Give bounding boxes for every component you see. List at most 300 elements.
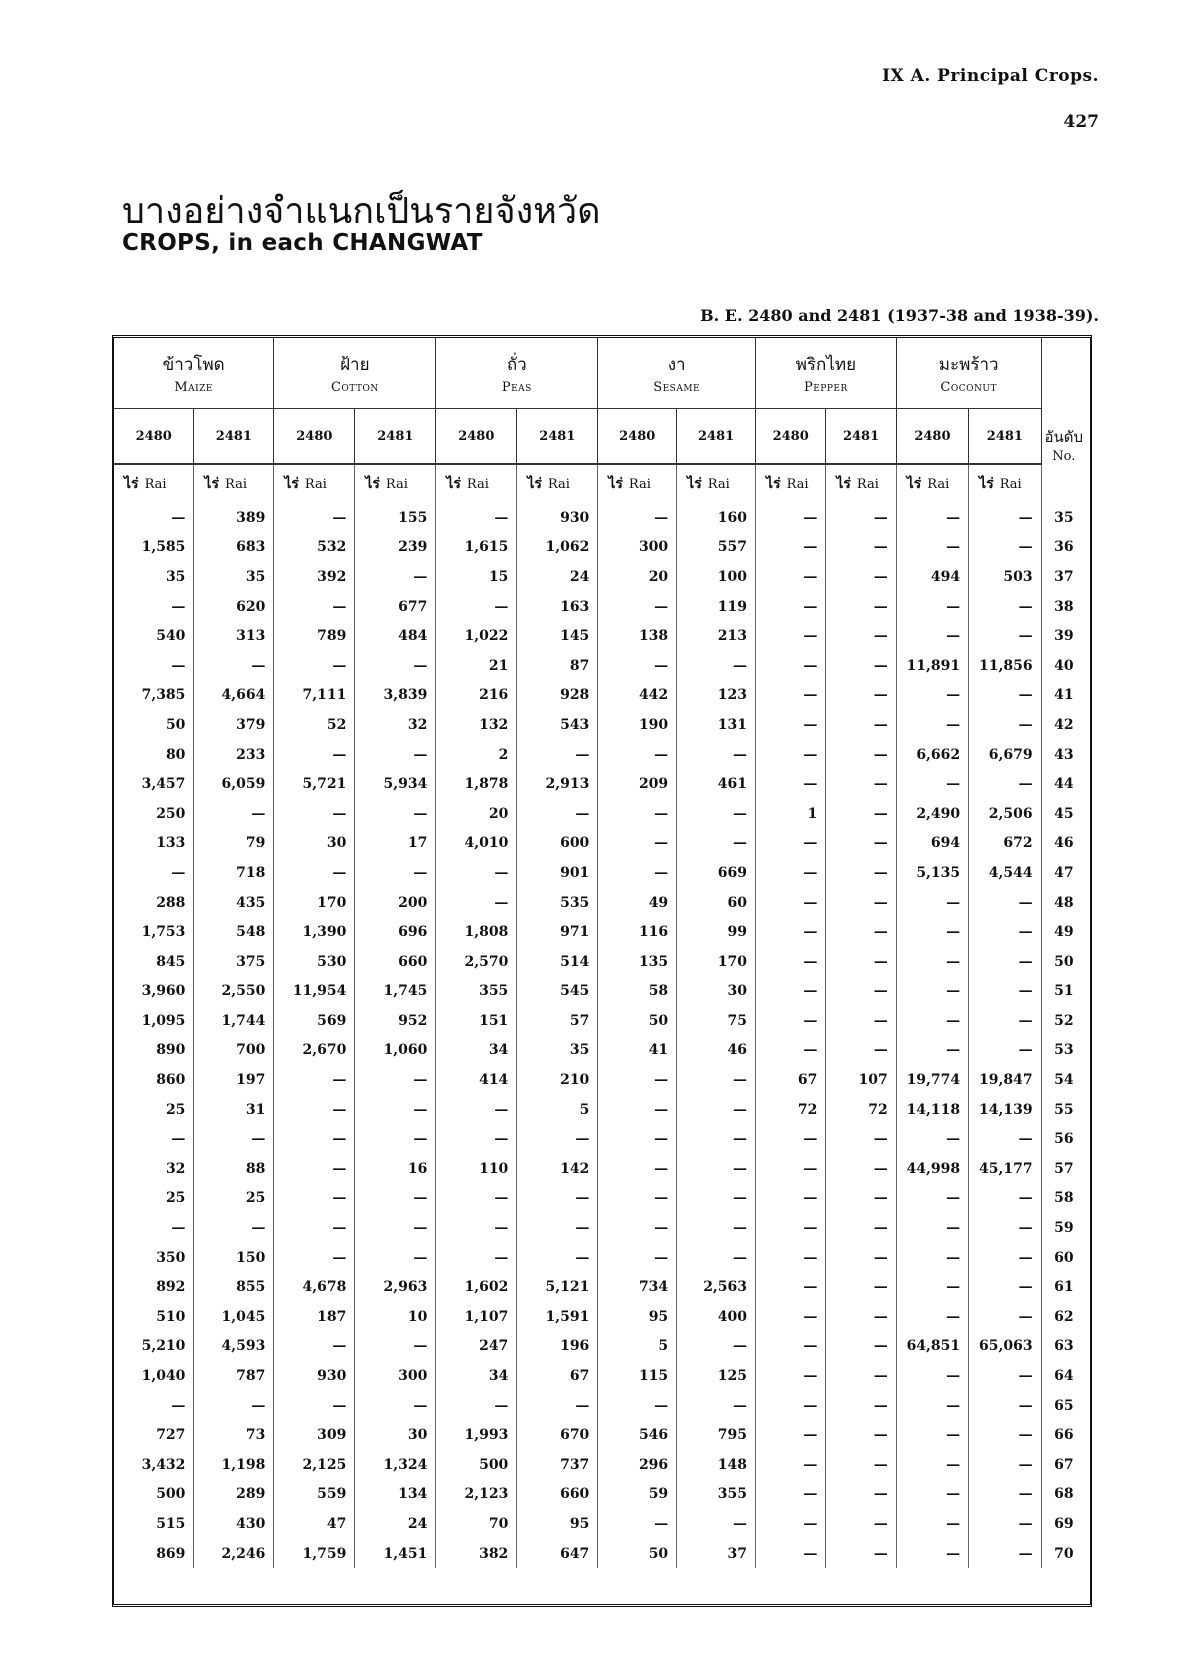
table-cell: 1,390: [274, 917, 355, 947]
table-cell: —: [598, 1095, 677, 1125]
table-cell: —: [826, 799, 896, 829]
table-cell: 70: [436, 1509, 517, 1539]
table-cell: —: [677, 1509, 756, 1539]
table-cell: —: [969, 710, 1041, 740]
unit-thai: ไร่: [446, 476, 461, 492]
row-number: 37: [1041, 562, 1086, 592]
table-cell: 670: [517, 1420, 598, 1450]
row-number: 55: [1041, 1095, 1086, 1125]
table-row: [114, 977, 1086, 1007]
table-cell: —: [826, 947, 896, 977]
table-cell: 309: [274, 1420, 355, 1450]
table-cell: —: [355, 1213, 436, 1243]
table-cell: —: [598, 740, 677, 770]
table-cell: 548: [194, 917, 274, 947]
unit-label: [114, 464, 194, 503]
table-cell: 1,107: [436, 1302, 517, 1332]
table-cell: —: [194, 1391, 274, 1421]
table-cell: —: [114, 1213, 194, 1243]
table-cell: —: [896, 710, 968, 740]
row-number: 40: [1041, 651, 1086, 681]
table-cell: —: [355, 1095, 436, 1125]
table-cell: 216: [436, 681, 517, 711]
row-number: 51: [1041, 977, 1086, 1007]
table-cell: —: [969, 1006, 1041, 1036]
table-cell: 30: [677, 977, 756, 1007]
table-row: [114, 1361, 1086, 1391]
table-cell: —: [436, 503, 517, 533]
table-cell: 543: [517, 710, 598, 740]
table-cell: 50: [114, 710, 194, 740]
table-cell: 787: [194, 1361, 274, 1391]
table-cell: 1,753: [114, 917, 194, 947]
table-cell: 170: [677, 947, 756, 977]
table-cell: 2,913: [517, 769, 598, 799]
table-cell: —: [756, 1036, 826, 1066]
unit-en: Rai: [786, 477, 809, 492]
table-cell: 132: [436, 710, 517, 740]
table-cell: —: [355, 1124, 436, 1154]
table-cell: 5: [598, 1332, 677, 1362]
table-cell: 119: [677, 592, 756, 622]
row-number: 41: [1041, 681, 1086, 711]
table-cell: —: [969, 947, 1041, 977]
table-cell: 535: [517, 888, 598, 918]
table-cell: —: [517, 1213, 598, 1243]
table-cell: 20: [436, 799, 517, 829]
row-number: 63: [1041, 1332, 1086, 1362]
crop-name-thai: ถั่ว: [506, 355, 527, 375]
table-cell: —: [114, 1124, 194, 1154]
table-cell: —: [677, 1065, 756, 1095]
table-cell: —: [598, 1243, 677, 1273]
table-cell: 25: [114, 1095, 194, 1125]
table-cell: 52: [274, 710, 355, 740]
table-cell: 95: [598, 1302, 677, 1332]
table-cell: —: [826, 562, 896, 592]
table-cell: 1,324: [355, 1450, 436, 1480]
unit-thai: ไร่: [906, 476, 922, 492]
page-title: CROPS, in each CHANGWAT: [122, 230, 483, 256]
table-cell: —: [114, 503, 194, 533]
table-cell: 170: [274, 888, 355, 918]
table-cell: 20: [598, 562, 677, 592]
table-cell: —: [969, 1272, 1041, 1302]
table-cell: —: [826, 592, 896, 622]
table-cell: 892: [114, 1272, 194, 1302]
table-cell: —: [896, 1036, 968, 1066]
unit-label: [677, 464, 756, 503]
table-cell: —: [969, 1420, 1041, 1450]
crop-name: Peas: [501, 380, 532, 395]
row-number: 45: [1041, 799, 1086, 829]
table-cell: 901: [517, 858, 598, 888]
table-cell: —: [969, 1243, 1041, 1273]
table-row: [114, 1302, 1086, 1332]
table-cell: —: [826, 1302, 896, 1332]
table-cell: 727: [114, 1420, 194, 1450]
table-cell: —: [969, 1391, 1041, 1421]
table-cell: —: [598, 1391, 677, 1421]
table-cell: 313: [194, 621, 274, 651]
table-cell: 14,118: [896, 1095, 968, 1125]
table-cell: —: [677, 1332, 756, 1362]
table-cell: 37: [677, 1539, 756, 1569]
table-cell: 34: [436, 1036, 517, 1066]
row-number: 59: [1041, 1213, 1086, 1243]
table-cell: 24: [355, 1509, 436, 1539]
table-cell: —: [517, 1124, 598, 1154]
table-cell: 6,059: [194, 769, 274, 799]
table-cell: 116: [598, 917, 677, 947]
table-cell: 187: [274, 1302, 355, 1332]
table-cell: 1,062: [517, 533, 598, 563]
row-number: 44: [1041, 769, 1086, 799]
table-cell: —: [677, 1243, 756, 1273]
table-cell: —: [677, 1391, 756, 1421]
table-cell: —: [598, 1184, 677, 1214]
table-cell: —: [517, 799, 598, 829]
table-cell: —: [436, 1095, 517, 1125]
row-number: 38: [1041, 592, 1086, 622]
table-cell: 123: [677, 681, 756, 711]
table-cell: —: [896, 1213, 968, 1243]
table-row: [114, 1480, 1086, 1510]
table-cell: —: [756, 769, 826, 799]
crop-header-maize: [114, 338, 274, 409]
table-cell: 45,177: [969, 1154, 1041, 1184]
table-cell: —: [598, 829, 677, 859]
table-cell: —: [826, 1539, 896, 1569]
table-cell: 209: [598, 769, 677, 799]
table-cell: 930: [517, 503, 598, 533]
data-rows: [114, 503, 1086, 1568]
table-row: [114, 651, 1086, 681]
page-number: 427: [1063, 112, 1099, 132]
table-cell: 213: [677, 621, 756, 651]
table-cell: 5,210: [114, 1332, 194, 1362]
table-cell: —: [969, 1361, 1041, 1391]
table-cell: 545: [517, 977, 598, 1007]
table-cell: —: [896, 1509, 968, 1539]
table-row: [114, 592, 1086, 622]
table-cell: 845: [114, 947, 194, 977]
unit-label: [436, 464, 517, 503]
table-cell: —: [826, 888, 896, 918]
table-cell: 11,856: [969, 651, 1041, 681]
table-cell: 389: [194, 503, 274, 533]
table-cell: 569: [274, 1006, 355, 1036]
table-cell: 1,585: [114, 533, 194, 563]
unit-label: [598, 464, 677, 503]
table-cell: —: [896, 1420, 968, 1450]
table-cell: 87: [517, 651, 598, 681]
table-cell: 5,934: [355, 769, 436, 799]
table-cell: 3,432: [114, 1450, 194, 1480]
table-cell: 647: [517, 1539, 598, 1569]
table-cell: —: [274, 1095, 355, 1125]
table-cell: —: [826, 710, 896, 740]
table-cell: 160: [677, 503, 756, 533]
table-row: [114, 829, 1086, 859]
table-cell: —: [436, 1124, 517, 1154]
table-cell: 300: [598, 533, 677, 563]
table-cell: —: [436, 1391, 517, 1421]
unit-label: [969, 464, 1041, 503]
table-cell: 79: [194, 829, 274, 859]
crop-name: Sesame: [653, 380, 701, 395]
table-cell: 2,123: [436, 1480, 517, 1510]
table-cell: —: [274, 1213, 355, 1243]
table-cell: 200: [355, 888, 436, 918]
table-cell: 35: [194, 562, 274, 592]
table-cell: 1,759: [274, 1539, 355, 1569]
table-cell: 1,095: [114, 1006, 194, 1036]
table-cell: 860: [114, 1065, 194, 1095]
table-cell: —: [756, 1006, 826, 1036]
crop-header-sesame: [598, 338, 756, 409]
table-cell: —: [826, 769, 896, 799]
table-cell: —: [274, 503, 355, 533]
table-cell: —: [896, 1450, 968, 1480]
table-cell: —: [355, 1243, 436, 1273]
table-row: [114, 1006, 1086, 1036]
row-number: 52: [1041, 1006, 1086, 1036]
table-cell: —: [969, 1036, 1041, 1066]
table-cell: —: [896, 1302, 968, 1332]
table-cell: —: [114, 1391, 194, 1421]
table-cell: —: [756, 1184, 826, 1214]
table-cell: —: [896, 917, 968, 947]
row-number: 49: [1041, 917, 1086, 947]
table-cell: 47: [274, 1509, 355, 1539]
table-row: [114, 799, 1086, 829]
table-cell: 2,246: [194, 1539, 274, 1569]
crop-name-thai: พริกไทย: [795, 355, 857, 375]
table-cell: 115: [598, 1361, 677, 1391]
table-cell: —: [598, 1213, 677, 1243]
table-cell: 546: [598, 1420, 677, 1450]
table-cell: 30: [274, 829, 355, 859]
table-cell: —: [896, 1391, 968, 1421]
table-cell: —: [756, 1213, 826, 1243]
table-cell: 855: [194, 1272, 274, 1302]
table-cell: —: [969, 503, 1041, 533]
table-cell: 510: [114, 1302, 194, 1332]
table-cell: 540: [114, 621, 194, 651]
table-cell: —: [826, 1450, 896, 1480]
table-cell: —: [274, 1154, 355, 1184]
table-cell: 145: [517, 621, 598, 651]
table-cell: 5,135: [896, 858, 968, 888]
unit-thai: ไร่: [204, 476, 219, 492]
table-cell: 1,808: [436, 917, 517, 947]
table-cell: —: [896, 503, 968, 533]
table-cell: 44,998: [896, 1154, 968, 1184]
table-row: [114, 503, 1086, 533]
unit-thai: ไร่: [836, 476, 851, 492]
crop-header-pepper: [756, 338, 897, 409]
table-cell: 1,744: [194, 1006, 274, 1036]
table-cell: —: [194, 651, 274, 681]
table-cell: —: [756, 1361, 826, 1391]
table-cell: 64,851: [896, 1332, 968, 1362]
table-cell: —: [896, 592, 968, 622]
table-cell: —: [355, 740, 436, 770]
no-header-thai: อันดับ: [1044, 428, 1084, 446]
table-cell: 131: [677, 710, 756, 740]
table-cell: —: [436, 1243, 517, 1273]
table-cell: 73: [194, 1420, 274, 1450]
table-cell: 247: [436, 1332, 517, 1362]
table-cell: —: [517, 1391, 598, 1421]
table-cell: 2,963: [355, 1272, 436, 1302]
table-cell: 435: [194, 888, 274, 918]
table-cell: 197: [194, 1065, 274, 1095]
table-cell: —: [677, 1184, 756, 1214]
unit-en: Rai: [547, 477, 570, 492]
table-cell: —: [355, 1391, 436, 1421]
table-cell: 100: [677, 562, 756, 592]
row-number: 67: [1041, 1450, 1086, 1480]
table-cell: —: [896, 1272, 968, 1302]
row-number: 36: [1041, 533, 1086, 563]
table-cell: —: [274, 592, 355, 622]
unit-en: Rai: [466, 477, 489, 492]
table-cell: —: [826, 917, 896, 947]
table-cell: —: [896, 1539, 968, 1569]
unit-en: Rai: [144, 477, 167, 492]
table-cell: 557: [677, 533, 756, 563]
crop-name: Coconut: [940, 380, 997, 395]
row-number: 43: [1041, 740, 1086, 770]
table-cell: —: [826, 1480, 896, 1510]
table-row: [114, 1124, 1086, 1154]
crop-name-thai: ข้าวโพด: [162, 355, 225, 375]
table-row: [114, 1509, 1086, 1539]
table-cell: —: [826, 1509, 896, 1539]
table-cell: 660: [517, 1480, 598, 1510]
table-cell: —: [677, 829, 756, 859]
table-cell: —: [756, 829, 826, 859]
table-cell: —: [436, 1213, 517, 1243]
row-number: 66: [1041, 1420, 1086, 1450]
table-cell: 971: [517, 917, 598, 947]
table-cell: 58: [598, 977, 677, 1007]
table-cell: —: [826, 503, 896, 533]
table-cell: 250: [114, 799, 194, 829]
table-cell: 5,121: [517, 1272, 598, 1302]
unit-label: [274, 464, 355, 503]
table-cell: —: [517, 740, 598, 770]
table-cell: 134: [355, 1480, 436, 1510]
table-cell: —: [969, 1539, 1041, 1569]
table-cell: 500: [114, 1480, 194, 1510]
table-cell: —: [677, 651, 756, 681]
year-header: 2481: [355, 409, 436, 465]
table-cell: 4,678: [274, 1272, 355, 1302]
table-cell: —: [756, 710, 826, 740]
table-row: [114, 1420, 1086, 1450]
row-number: 64: [1041, 1361, 1086, 1391]
table-cell: —: [896, 621, 968, 651]
row-number: 42: [1041, 710, 1086, 740]
table-cell: —: [677, 740, 756, 770]
table-cell: 59: [598, 1480, 677, 1510]
table-cell: —: [896, 1006, 968, 1036]
table-cell: —: [826, 858, 896, 888]
table-row: [114, 1213, 1086, 1243]
table-cell: —: [274, 858, 355, 888]
table-cell: —: [598, 1065, 677, 1095]
table-row: [114, 1065, 1086, 1095]
table-cell: —: [826, 681, 896, 711]
table-cell: 1,040: [114, 1361, 194, 1391]
unit-en: Rai: [999, 477, 1022, 492]
unit-en: Rai: [385, 477, 408, 492]
row-number: 56: [1041, 1124, 1086, 1154]
table-cell: 67: [517, 1361, 598, 1391]
table-cell: 288: [114, 888, 194, 918]
row-number: 58: [1041, 1184, 1086, 1214]
table-cell: —: [969, 977, 1041, 1007]
table-cell: 1,878: [436, 769, 517, 799]
year-header: 2480: [756, 409, 826, 465]
table-cell: —: [756, 592, 826, 622]
table-cell: —: [274, 799, 355, 829]
crop-header-coconut: [896, 338, 1041, 409]
crop-header-row: [114, 338, 1086, 409]
table-cell: —: [756, 1154, 826, 1184]
table-cell: 110: [436, 1154, 517, 1184]
year-header: 2480: [598, 409, 677, 465]
table-cell: —: [756, 1391, 826, 1421]
table-cell: —: [598, 503, 677, 533]
row-number: 35: [1041, 503, 1086, 533]
table-cell: —: [274, 740, 355, 770]
unit-no-blank: [1041, 464, 1086, 503]
table-cell: —: [517, 1243, 598, 1273]
table-cell: —: [756, 681, 826, 711]
table-cell: 500: [436, 1450, 517, 1480]
table-cell: —: [896, 769, 968, 799]
table-cell: 4,664: [194, 681, 274, 711]
table-cell: 95: [517, 1509, 598, 1539]
row-number: 53: [1041, 1036, 1086, 1066]
table-cell: 14,139: [969, 1095, 1041, 1125]
unit-en: Rai: [707, 477, 730, 492]
year-header: 2481: [969, 409, 1041, 465]
table-cell: —: [826, 1420, 896, 1450]
table-cell: 928: [517, 681, 598, 711]
table-cell: 11,891: [896, 651, 968, 681]
table-cell: 11,954: [274, 977, 355, 1007]
unit-thai: ไร่: [979, 476, 994, 492]
table-cell: 296: [598, 1450, 677, 1480]
table-cell: 196: [517, 1332, 598, 1362]
table-cell: —: [896, 977, 968, 1007]
table-cell: —: [896, 888, 968, 918]
table-cell: 355: [677, 1480, 756, 1510]
table-cell: 515: [114, 1509, 194, 1539]
table-cell: 869: [114, 1539, 194, 1569]
table-cell: —: [969, 533, 1041, 563]
table-cell: 696: [355, 917, 436, 947]
table-cell: —: [756, 977, 826, 1007]
no-header: No.: [1052, 449, 1076, 464]
table-cell: —: [969, 1302, 1041, 1332]
table-cell: —: [969, 769, 1041, 799]
